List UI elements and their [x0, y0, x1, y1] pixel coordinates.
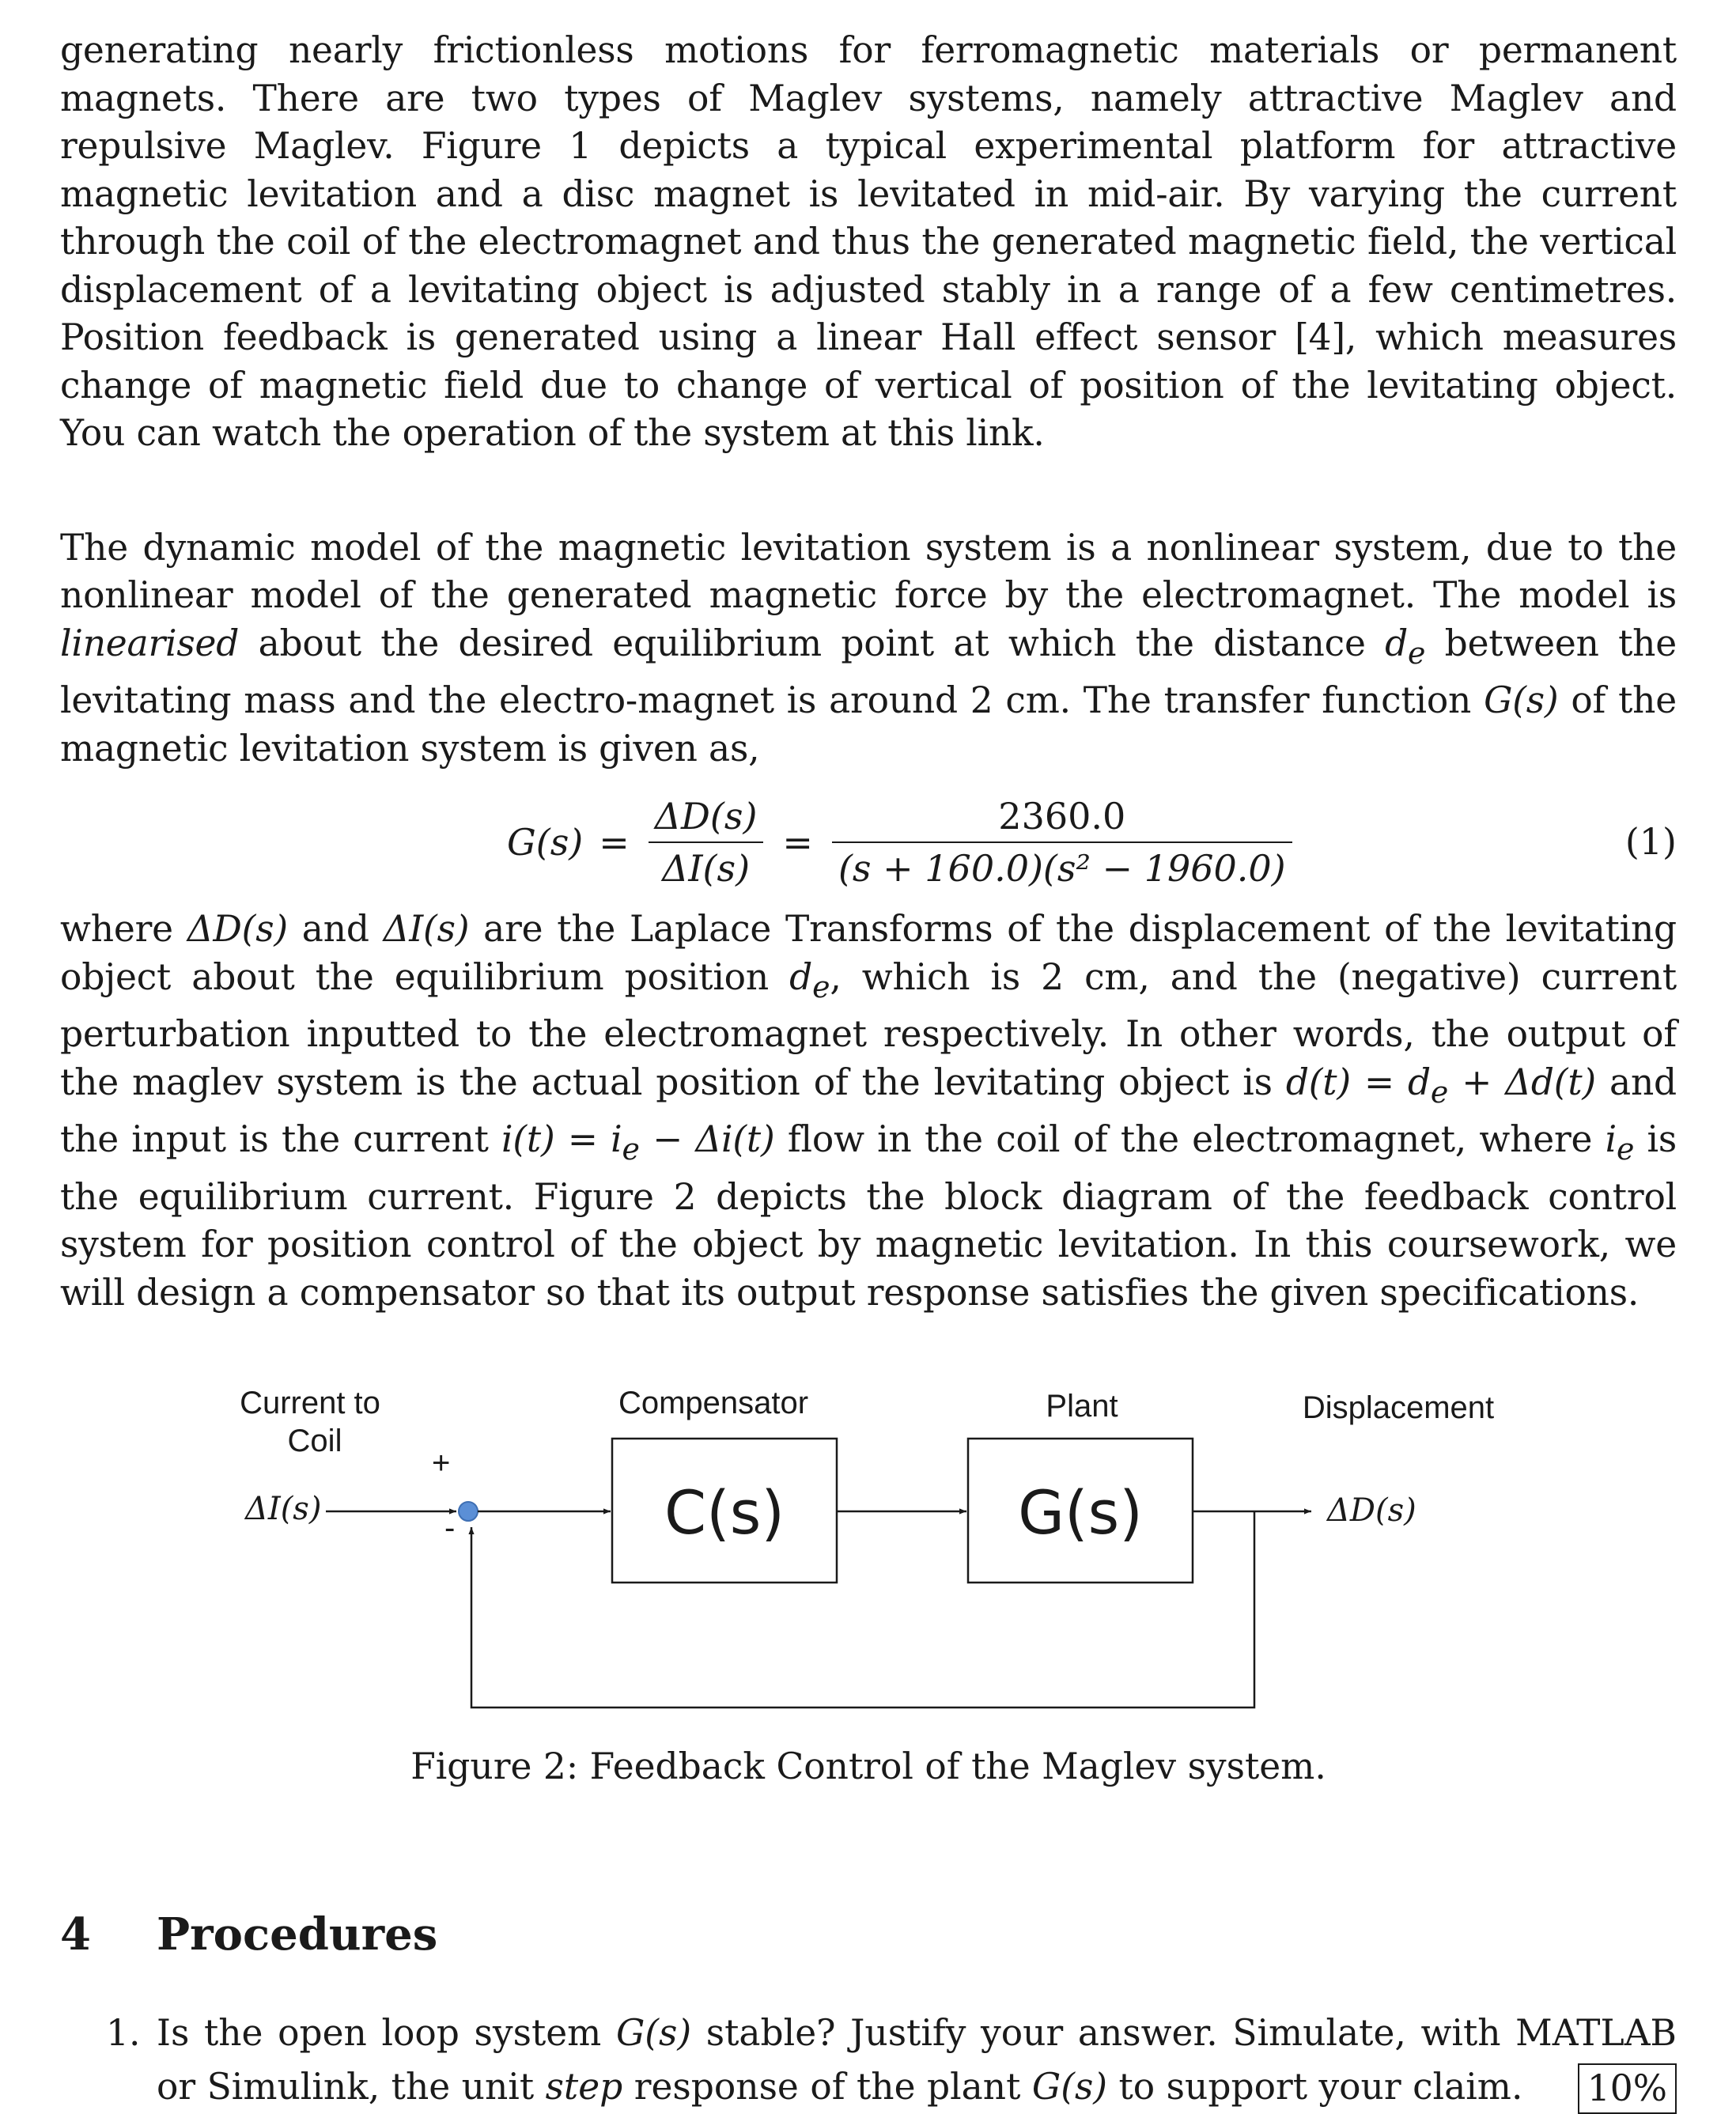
block-diagram	[60, 1363, 1677, 1742]
text-run: stable? Justify your answer. Simulate, with MATLAB or Simulink, the unit	[157, 2012, 1677, 2108]
equation-1	[60, 779, 1677, 906]
text-run: and the input is the current	[60, 1061, 1677, 1161]
label-coil: Coil	[287, 1424, 342, 1459]
transfer-function	[507, 779, 1303, 906]
label-displacement: Displacement	[1302, 1390, 1495, 1426]
text-run: are the Laplace Transforms of the displacement of the levitating object about the equilibrium position	[60, 908, 1677, 998]
math-delta-I: ΔI(s)	[383, 908, 470, 951]
paragraph-laplace	[60, 906, 1677, 1317]
equation-lhs: G(s)	[507, 821, 584, 864]
text-run: where	[60, 908, 187, 951]
math-subscript: e	[622, 1132, 640, 1167]
math-subscript: e	[1616, 1132, 1635, 1167]
math-de	[789, 955, 830, 1004]
math-symbol: i	[1605, 1118, 1617, 1161]
math-G-of-s: G(s)	[1484, 679, 1559, 722]
text-run: of the magnetic levitation system is given as,	[60, 679, 1677, 770]
section-title: Procedures	[157, 1908, 438, 1961]
procedure-item	[60, 2006, 1677, 2114]
math-G-of-s: G(s)	[1031, 2066, 1108, 2108]
math-symbol: + Δd(t)	[1448, 1061, 1596, 1103]
math-G-of-s: G(s)	[615, 2012, 692, 2055]
compensator-label: C(s)	[664, 1477, 785, 1549]
math-subscript: e	[1430, 1074, 1449, 1110]
output-symbol: ΔD(s)	[1327, 1492, 1416, 1530]
math-symbol: d(t) = d	[1285, 1061, 1431, 1103]
math-symbol: i(t) = i	[501, 1118, 622, 1161]
emphasis-step: step	[545, 2066, 623, 2108]
math-symbol: d	[789, 955, 813, 998]
fraction-delta-ratio	[649, 791, 764, 894]
equals-sign: =	[599, 821, 630, 864]
text-run: to support your claim.	[1107, 2066, 1523, 2108]
mark-weight-badge: 10%	[1578, 2063, 1677, 2114]
equation-number: (1)	[1624, 820, 1677, 864]
document-page	[60, 27, 1677, 2114]
text-run: about the desired equilibrium point at which the distance	[239, 622, 1386, 664]
summing-junction	[459, 1502, 478, 1521]
label-current-to: Current to	[240, 1386, 380, 1421]
label-compensator: Compensator	[618, 1386, 809, 1421]
emphasis-linearised: linearised	[60, 622, 240, 664]
procedure-list	[60, 2006, 1677, 2114]
fraction-denominator: (s + 160.0)(s² − 1960.0)	[838, 847, 1286, 891]
fraction-denominator: ΔI(s)	[662, 847, 751, 891]
math-de	[1385, 622, 1426, 671]
math-ie	[1605, 1118, 1635, 1167]
minus-sign: -	[444, 1511, 456, 1546]
paragraph-maglev-intro: generating nearly frictionless motions for ferromagnetic materials or permanent magnets. There are two types of Maglev systems, namely attractive Maglev and repulsive Maglev. Figure 1 depicts a typical experimental platform for attractive magnetic levitation and a disc magnet is levitated in mid-air. By varying the current through the coil of the electromagnet and thus the generated magnetic field, the vertical displacement of a levitating object is adjusted stably in a range of a few centimetres. Position feedback is generated using a linear Hall effect sensor [4], which measures change of magnetic field due to change of vertical of position of the levitating object. You can watch the operation of the system at this link.	[60, 29, 1677, 454]
section-number: 4	[60, 1908, 91, 1961]
math-symbol: d	[1385, 622, 1409, 664]
equals-sign: =	[782, 821, 813, 864]
fraction-numerator: 2360.0	[998, 795, 1126, 838]
label-plant: Plant	[1046, 1389, 1118, 1424]
text-run: is the equilibrium current. Figure 2 depicts the block diagram of the feedback control system for position control of the object by magnetic levitation. In this coursework, we will design a compensator so that its output response satisfies the given specifications.	[60, 1118, 1677, 1314]
paragraph-dynamic-model	[60, 524, 1677, 773]
item-number: 1.	[106, 2012, 141, 2055]
section-heading	[60, 1908, 1677, 1964]
fraction-numerator: ΔD(s)	[654, 795, 758, 838]
figure-caption: Figure 2: Feedback Control of the Maglev system.	[410, 1745, 1326, 1788]
text-run: The dynamic model of the magnetic levitation system is a nonlinear system, due to the nonlinear model of the generated magnetic force by the electromagnet. The model is	[60, 526, 1677, 616]
plant-label: G(s)	[1018, 1477, 1143, 1549]
input-symbol: ΔI(s)	[245, 1491, 322, 1528]
text-run: Is the open loop system	[157, 2012, 616, 2055]
text-run: , which is 2 cm, and the (negative) current perturbation inputted to the electromagnet respectively. In other words, the output of the maglev system is the actual position of the levitating object is	[60, 955, 1677, 1103]
text-run: response of the plant	[622, 2066, 1032, 2108]
math-subscript: e	[1408, 635, 1426, 671]
plus-sign: +	[432, 1446, 451, 1481]
paragraph-gap	[60, 458, 1677, 524]
math-subscript: e	[812, 969, 830, 1004]
math-delta-D: ΔD(s)	[187, 908, 288, 951]
math-i-of-t	[501, 1118, 775, 1167]
text-run: between the levitating mass and the electro-magnet is around 2 cm. The transfer function	[60, 622, 1677, 722]
math-symbol: − Δi(t)	[639, 1118, 775, 1161]
text-run: and	[287, 908, 384, 951]
fraction-transfer	[832, 791, 1292, 894]
block-diagram-svg	[60, 1363, 1677, 1742]
text-run: flow in the coil of the electromagnet, where	[774, 1118, 1606, 1161]
math-d-of-t	[1285, 1061, 1596, 1110]
